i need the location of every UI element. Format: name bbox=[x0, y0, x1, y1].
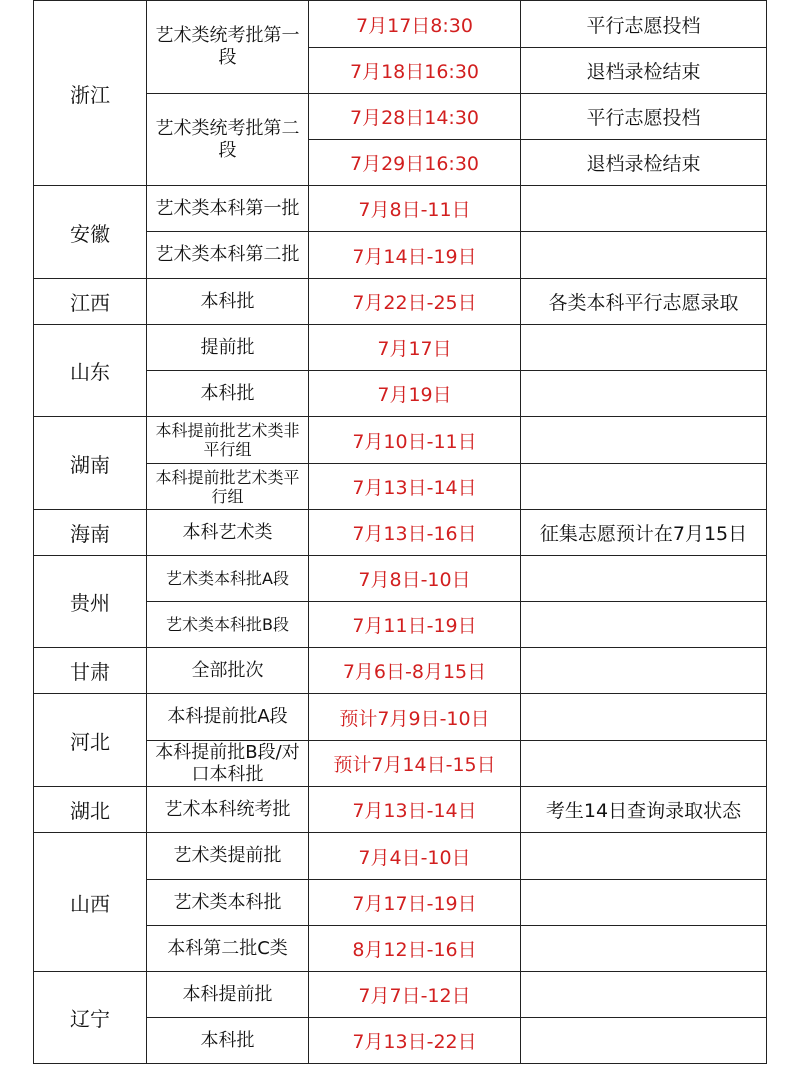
time-cell: 7月13日-14日 bbox=[309, 787, 521, 833]
batch-cell: 本科批 bbox=[147, 1018, 309, 1064]
batch-cell: 本科提前批艺术类非平行组 bbox=[147, 417, 309, 464]
note-cell: 征集志愿预计在7月15日 bbox=[521, 510, 767, 556]
admission-schedule-table bbox=[33, 0, 767, 1064]
batch-cell: 艺术类统考批第二段 bbox=[147, 94, 309, 186]
table-row bbox=[34, 556, 767, 602]
province-cell: 甘肃 bbox=[34, 648, 147, 694]
time-cell: 7月18日16:30 bbox=[309, 48, 521, 94]
province-cell: 山西 bbox=[34, 833, 147, 972]
table-row bbox=[34, 648, 767, 694]
time-cell: 7月13日-14日 bbox=[309, 464, 521, 510]
time-cell: 预计7月14日-15日 bbox=[309, 741, 521, 787]
time-cell: 7月14日-19日 bbox=[309, 232, 521, 279]
batch-cell: 艺术本科统考批 bbox=[147, 787, 309, 833]
batch-cell: 艺术类本科批 bbox=[147, 880, 309, 926]
note-cell bbox=[521, 972, 767, 1018]
batch-cell: 本科第二批C类 bbox=[147, 926, 309, 972]
note-cell bbox=[521, 1018, 767, 1064]
time-cell: 7月22日-25日 bbox=[309, 279, 521, 325]
note-cell bbox=[521, 464, 767, 510]
province-cell: 江西 bbox=[34, 279, 147, 325]
time-cell: 7月11日-19日 bbox=[309, 602, 521, 648]
note-cell bbox=[521, 417, 767, 464]
time-cell: 7月17日-19日 bbox=[309, 880, 521, 926]
note-cell bbox=[521, 186, 767, 232]
province-cell: 贵州 bbox=[34, 556, 147, 648]
time-cell: 7月8日-10日 bbox=[309, 556, 521, 602]
time-cell: 7月17日 bbox=[309, 325, 521, 371]
table-row bbox=[34, 694, 767, 741]
time-cell: 7月7日-12日 bbox=[309, 972, 521, 1018]
batch-cell: 提前批 bbox=[147, 325, 309, 371]
province-cell: 湖北 bbox=[34, 787, 147, 833]
note-cell bbox=[521, 741, 767, 787]
time-cell: 预计7月9日-10日 bbox=[309, 694, 521, 741]
batch-cell: 艺术类本科第一批 bbox=[147, 186, 309, 232]
table-row bbox=[34, 325, 767, 371]
table-row bbox=[34, 972, 767, 1018]
time-cell: 7月4日-10日 bbox=[309, 833, 521, 880]
note-cell bbox=[521, 232, 767, 279]
note-cell: 平行志愿投档 bbox=[521, 1, 767, 48]
time-cell: 7月13日-22日 bbox=[309, 1018, 521, 1064]
note-cell bbox=[521, 694, 767, 741]
batch-cell: 艺术类统考批第一段 bbox=[147, 1, 309, 94]
note-cell bbox=[521, 371, 767, 417]
batch-cell: 本科提前批 bbox=[147, 972, 309, 1018]
note-cell bbox=[521, 833, 767, 880]
province-cell: 湖南 bbox=[34, 417, 147, 510]
note-cell bbox=[521, 556, 767, 602]
batch-cell: 全部批次 bbox=[147, 648, 309, 694]
province-cell: 安徽 bbox=[34, 186, 147, 279]
batch-cell: 本科艺术类 bbox=[147, 510, 309, 556]
time-cell: 7月29日16:30 bbox=[309, 140, 521, 186]
time-cell: 7月6日-8月15日 bbox=[309, 648, 521, 694]
batch-cell: 艺术类本科批B段 bbox=[147, 602, 309, 648]
province-cell: 山东 bbox=[34, 325, 147, 417]
note-cell: 平行志愿投档 bbox=[521, 94, 767, 140]
time-cell: 7月28日14:30 bbox=[309, 94, 521, 140]
note-cell bbox=[521, 325, 767, 371]
batch-cell: 艺术类本科批A段 bbox=[147, 556, 309, 602]
note-cell: 各类本科平行志愿录取 bbox=[521, 279, 767, 325]
note-cell bbox=[521, 648, 767, 694]
note-cell: 退档录检结束 bbox=[521, 48, 767, 94]
note-cell bbox=[521, 880, 767, 926]
table-row bbox=[34, 833, 767, 880]
table-row bbox=[34, 279, 767, 325]
batch-cell: 艺术类提前批 bbox=[147, 833, 309, 880]
batch-cell: 本科批 bbox=[147, 371, 309, 417]
time-cell: 7月13日-16日 bbox=[309, 510, 521, 556]
batch-cell: 艺术类本科第二批 bbox=[147, 232, 309, 279]
batch-cell: 本科批 bbox=[147, 279, 309, 325]
table-row bbox=[34, 510, 767, 556]
time-cell: 7月17日8:30 bbox=[309, 1, 521, 48]
time-cell: 8月12日-16日 bbox=[309, 926, 521, 972]
province-cell: 辽宁 bbox=[34, 972, 147, 1064]
note-cell: 退档录检结束 bbox=[521, 140, 767, 186]
province-cell: 浙江 bbox=[34, 1, 147, 186]
time-cell: 7月19日 bbox=[309, 371, 521, 417]
province-cell: 海南 bbox=[34, 510, 147, 556]
time-cell: 7月8日-11日 bbox=[309, 186, 521, 232]
province-cell: 河北 bbox=[34, 694, 147, 787]
table-row bbox=[34, 186, 767, 232]
table-row bbox=[34, 1, 767, 48]
note-cell: 考生14日查询录取状态 bbox=[521, 787, 767, 833]
batch-cell: 本科提前批A段 bbox=[147, 694, 309, 741]
batch-cell: 本科提前批艺术类平行组 bbox=[147, 464, 309, 510]
time-cell: 7月10日-11日 bbox=[309, 417, 521, 464]
note-cell bbox=[521, 602, 767, 648]
batch-cell: 本科提前批B段/对口本科批 bbox=[147, 741, 309, 787]
table-row bbox=[34, 787, 767, 833]
note-cell bbox=[521, 926, 767, 972]
table-row bbox=[34, 417, 767, 464]
